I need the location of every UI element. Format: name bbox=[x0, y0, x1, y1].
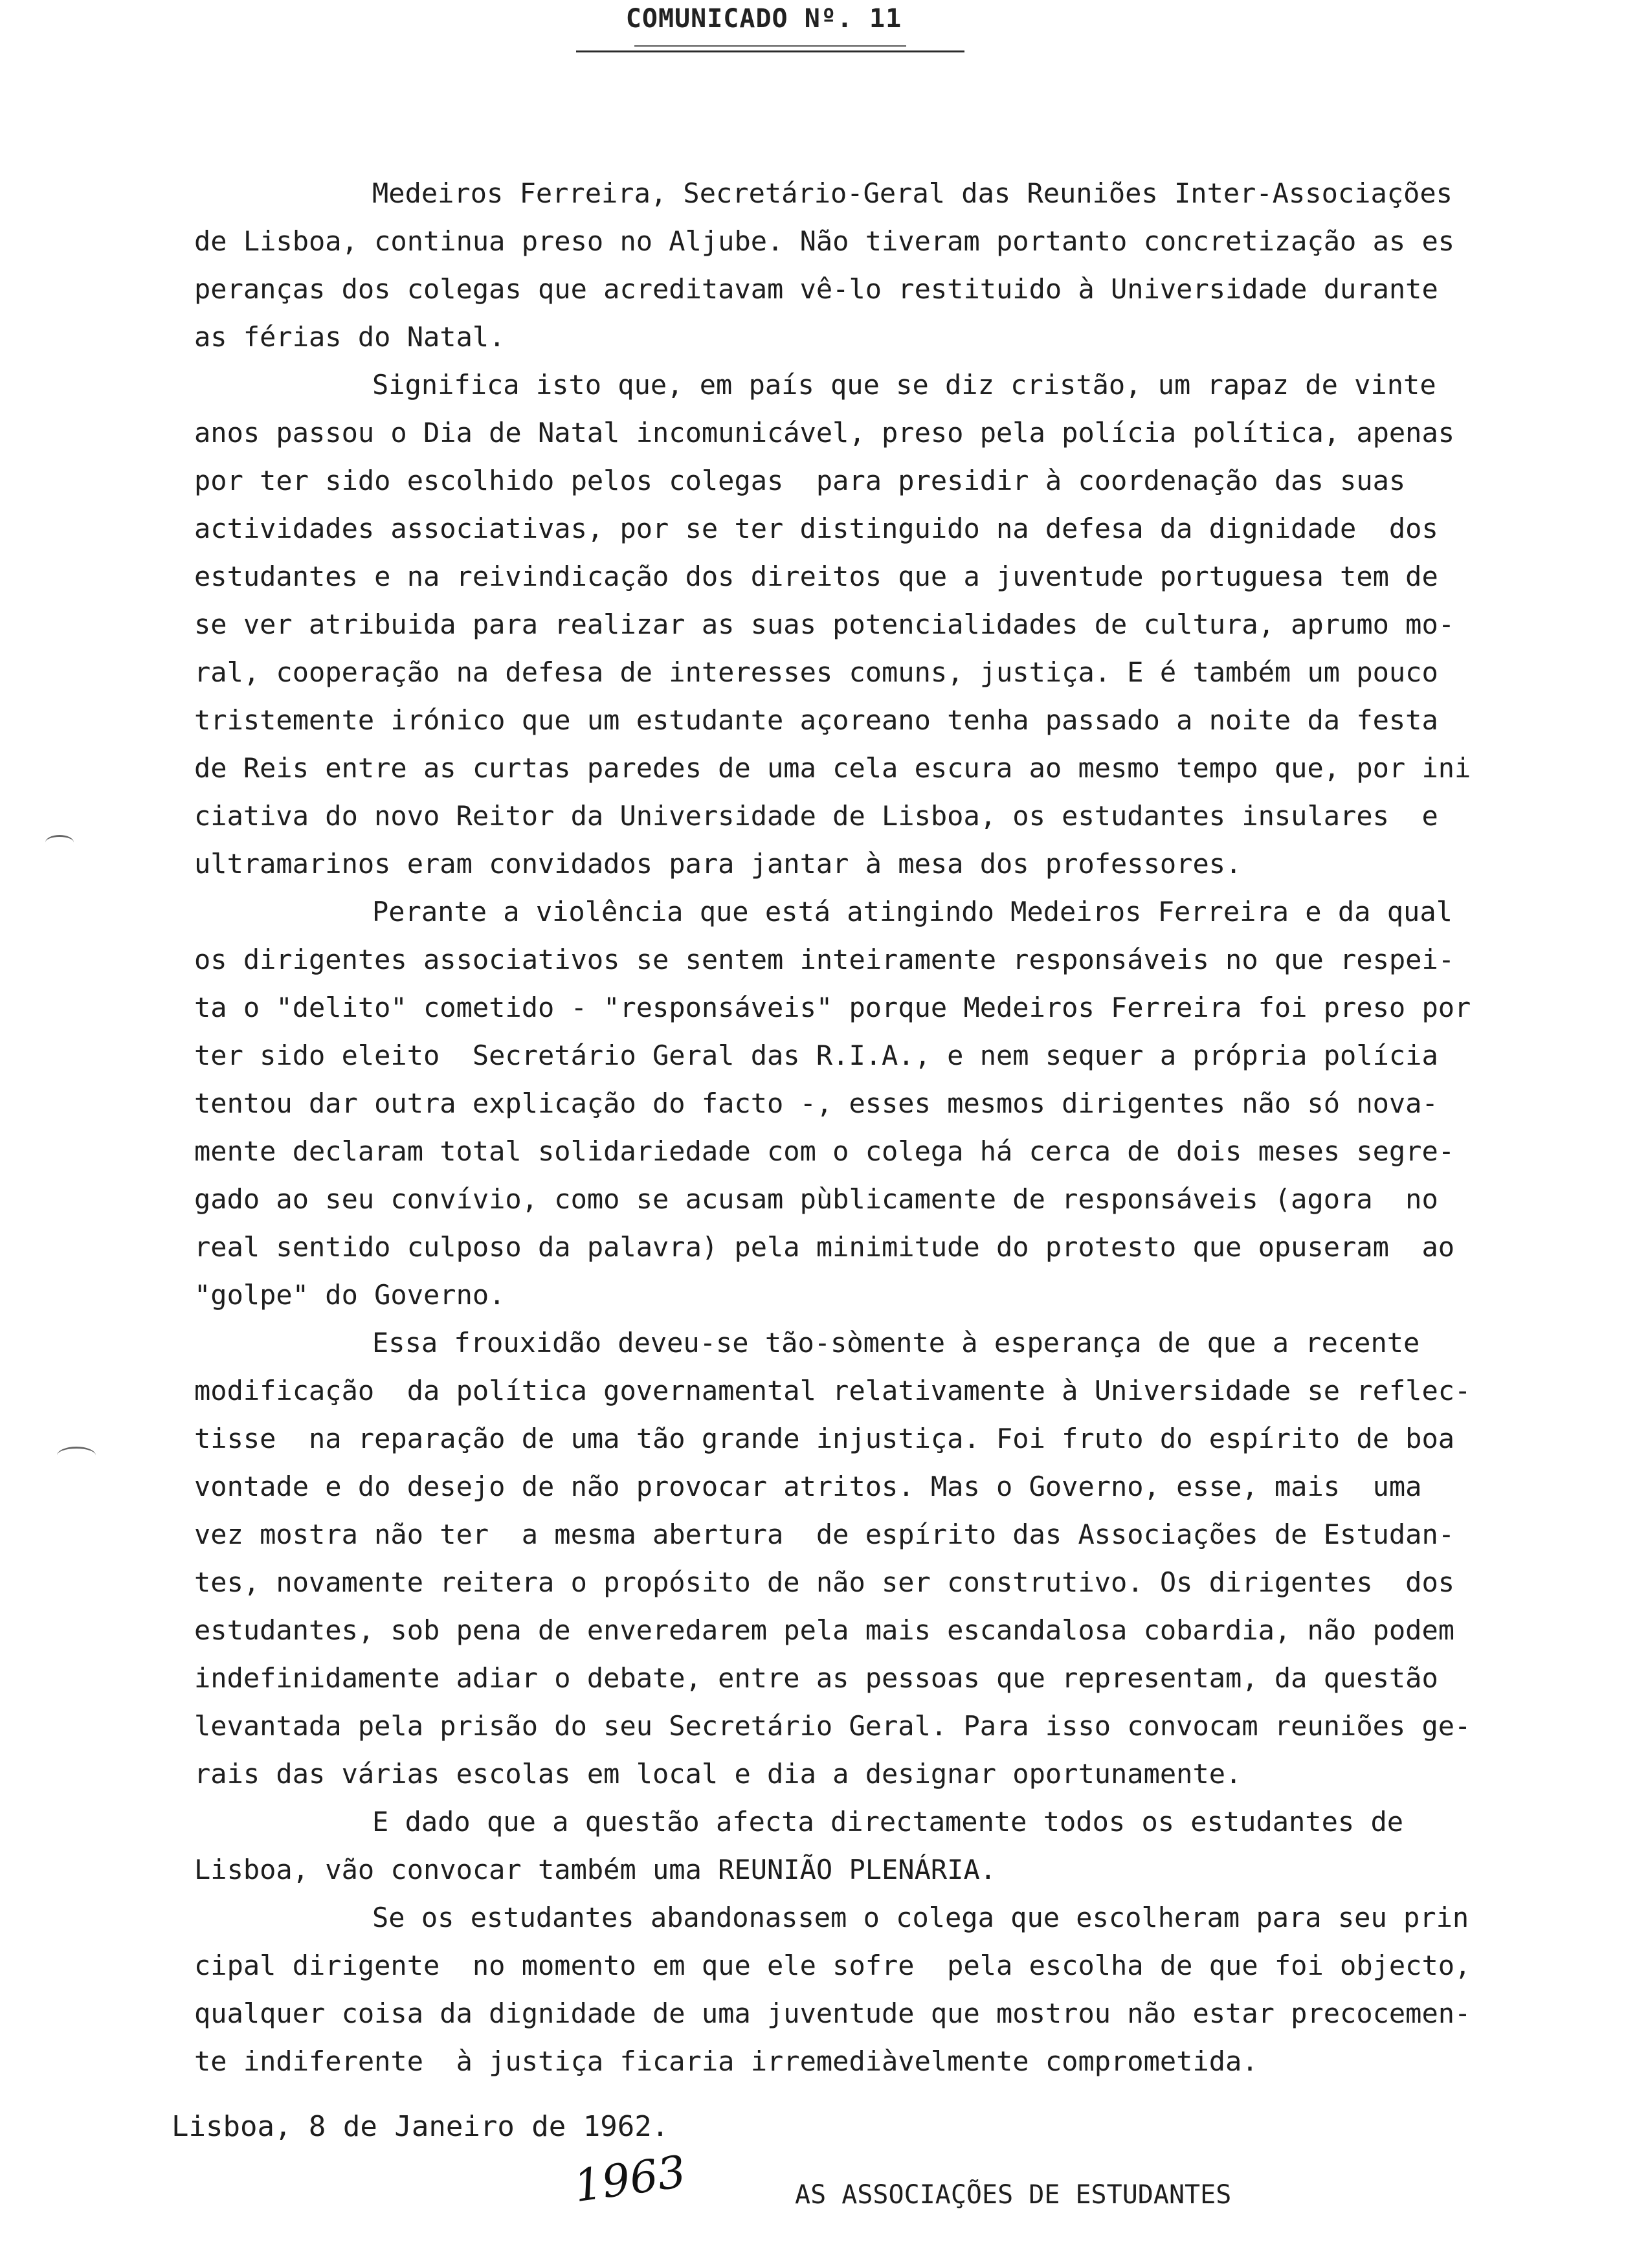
text-line: levantada pela prisão do seu Secretário Geral. Para isso convocam reuniões ge- bbox=[194, 1710, 1471, 1742]
document-body bbox=[194, 170, 1476, 2085]
text-line: vez mostra não ter a mesma abertura de espírito das Associações de Estudan- bbox=[194, 1518, 1455, 1550]
text-line: rais das várias escolas em local e dia a designar oportunamente. bbox=[194, 1758, 1242, 1790]
text-line: tes, novamente reitera o propósito de não ser construtivo. Os dirigentes dos bbox=[194, 1566, 1455, 1598]
header-underline-upper bbox=[634, 45, 906, 47]
text-line: te indiferente à justiça ficaria irremediàvelmente comprometida. bbox=[194, 2045, 1258, 2077]
text-line: tristemente irónico que um estudante açoreano tenha passado a noite da festa bbox=[194, 704, 1438, 736]
text-line: tentou dar outra explicação do facto -, esses mesmos dirigentes não só nova- bbox=[194, 1087, 1438, 1119]
text-line: ultramarinos eram convidados para jantar à mesa dos professores. bbox=[194, 848, 1242, 880]
place-date: Lisboa, 8 de Janeiro de 1962. bbox=[172, 2110, 669, 2143]
text-line: ta o "delito" cometido - "responsáveis" porque Medeiros Ferreira foi preso por bbox=[194, 992, 1471, 1023]
text-line: anos passou o Dia de Natal incomunicável, preso pela polícia política, apenas bbox=[194, 417, 1455, 449]
text-line: ter sido eleito Secretário Geral das R.I.A., e nem sequer a própria polícia bbox=[194, 1040, 1438, 1071]
text-line: de Lisboa, continua preso no Aljube. Não tiveram portanto concretização as es bbox=[194, 225, 1455, 257]
text-line: as férias do Natal. bbox=[194, 321, 506, 353]
text-line: Medeiros Ferreira, Secretário-Geral das Reuniões Inter-Associações bbox=[372, 177, 1453, 209]
text-line: Essa frouxidão deveu-se tão-sòmente à esperança de que a recente bbox=[372, 1327, 1420, 1359]
text-line: peranças dos colegas que acreditavam vê-lo restituido à Universidade durante bbox=[194, 273, 1438, 305]
text-line: estudantes e na reivindicação dos direitos que a juventude portuguesa tem de bbox=[194, 561, 1438, 592]
text-line: por ter sido escolhido pelos colegas para presidir à coordenação das suas bbox=[194, 465, 1406, 496]
text-line: mente declaram total solidariedade com o colega há cerca de dois meses segre- bbox=[194, 1135, 1455, 1167]
text-line: Perante a violência que está atingindo Medeiros Ferreira e da qual bbox=[372, 896, 1453, 928]
text-line: ral, cooperação na defesa de interesses comuns, justiça. E é também um pouco bbox=[194, 656, 1438, 688]
text-line: actividades associativas, por se ter distinguido na defesa da dignidade dos bbox=[194, 513, 1438, 544]
text-line: Se os estudantes abandonassem o colega que escolheram para seu prin bbox=[372, 1902, 1469, 1933]
document-header: COMUNICADO Nº. 11 bbox=[625, 4, 902, 34]
text-line: estudantes, sob pena de enveredarem pela mais escandalosa cobardia, não podem bbox=[194, 1614, 1455, 1646]
text-line: indefinidamente adiar o debate, entre as pessoas que representam, da questão bbox=[194, 1662, 1438, 1694]
text-line: tisse na reparação de uma tão grande injustiça. Foi fruto do espírito de boa bbox=[194, 1423, 1455, 1454]
header-underline bbox=[576, 50, 964, 52]
text-line: E dado que a questão afecta directamente todos os estudantes de bbox=[372, 1806, 1404, 1838]
text-line: vontade e do desejo de não provocar atritos. Mas o Governo, esse, mais uma bbox=[194, 1471, 1422, 1502]
handwritten-year-annotation: 1963 bbox=[571, 2146, 689, 2213]
text-line: Significa isto que, em país que se diz cristão, um rapaz de vinte bbox=[372, 369, 1436, 401]
signature-line: AS ASSOCIAÇÕES DE ESTUDANTES bbox=[795, 2180, 1232, 2210]
text-line: gado ao seu convívio, como se acusam pùblicamente de responsáveis (agora no bbox=[194, 1183, 1438, 1215]
text-line: de Reis entre as curtas paredes de uma cela escura ao mesmo tempo que, por ini bbox=[194, 752, 1471, 784]
margin-mark bbox=[45, 835, 74, 850]
text-line: Lisboa, vão convocar também uma REUNIÃO PLENÁRIA. bbox=[194, 1854, 997, 1885]
margin-mark bbox=[57, 1447, 96, 1464]
text-line: "golpe" do Governo. bbox=[194, 1279, 506, 1311]
text-line: os dirigentes associativos se sentem inteiramente responsáveis no que respei- bbox=[194, 944, 1455, 975]
text-line: ciativa do novo Reitor da Universidade de Lisboa, os estudantes insulares e bbox=[194, 800, 1438, 832]
text-line: cipal dirigente no momento em que ele sofre pela escolha de que foi objecto, bbox=[194, 1950, 1471, 1981]
text-line: modificação da política governamental relativamente à Universidade se reflec- bbox=[194, 1375, 1471, 1406]
text-line: qualquer coisa da dignidade de uma juventude que mostrou não estar precocemen- bbox=[194, 1997, 1471, 2029]
text-line: se ver atribuida para realizar as suas potencialidades de cultura, aprumo mo- bbox=[194, 608, 1455, 640]
text-line: real sentido culposo da palavra) pela minimitude do protesto que opuseram ao bbox=[194, 1231, 1455, 1263]
